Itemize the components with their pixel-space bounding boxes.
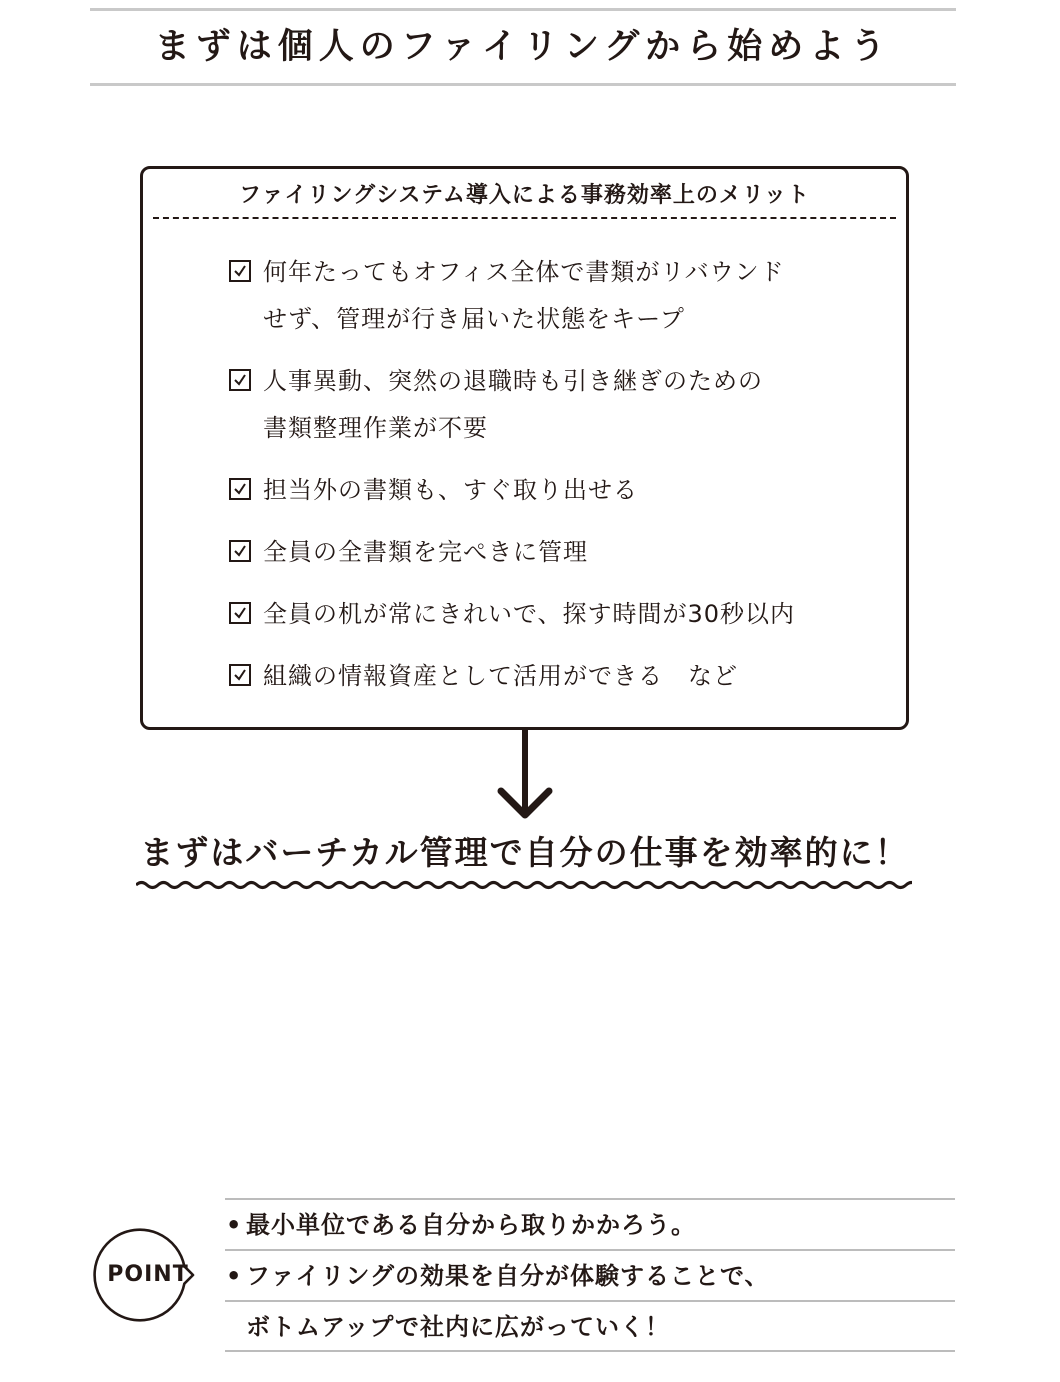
- checkbox-checked-icon: [229, 369, 251, 391]
- benefit-text: 全員の机が常にきれいで、探す時間が30秒以内: [263, 600, 796, 628]
- wavy-underline: [136, 876, 912, 894]
- checkbox-checked-icon: [229, 478, 251, 500]
- header-bottom-rule: [90, 83, 956, 86]
- point-text: ファイリングの効果を自分が体験することで、: [246, 1262, 770, 1290]
- checkbox-checked-icon: [229, 664, 251, 686]
- point-line: [226, 1205, 696, 1245]
- benefit-box-heading: ファイリングシステム導入による事務効率上のメリット: [238, 183, 811, 208]
- dashed-divider: [153, 217, 896, 219]
- point-rule: [225, 1198, 955, 1200]
- benefit-text: 人事異動、突然の退職時も引き継ぎのための: [263, 367, 763, 395]
- checkbox-checked-icon: [229, 260, 251, 282]
- arrow-down-icon: [495, 729, 555, 823]
- point-text: 最小単位である自分から取りかかろう。: [246, 1211, 696, 1239]
- bullet: •: [226, 1262, 243, 1290]
- benefit-text: 何年たってもオフィス全体で書類がリバウンド: [263, 258, 785, 286]
- benefit-box: [140, 166, 909, 730]
- bullet: •: [226, 1211, 243, 1239]
- benefit-item: [229, 249, 849, 343]
- point-rule: [225, 1249, 955, 1251]
- benefit-text-continued: 書類整理作業が不要: [263, 414, 488, 442]
- benefit-item: [229, 467, 849, 514]
- benefit-item: [229, 591, 849, 638]
- benefit-text: 組織の情報資産として活用ができる など: [263, 662, 738, 690]
- point-line: [226, 1256, 770, 1296]
- checkbox-checked-icon: [229, 540, 251, 562]
- point-badge-label: POINT: [107, 1262, 189, 1287]
- benefit-text: 担当外の書類も、すぐ取り出せる: [263, 476, 638, 504]
- benefit-item: [229, 529, 849, 576]
- benefit-text: 全員の全書類を完ぺきに管理: [263, 538, 588, 566]
- point-rule: [225, 1350, 955, 1352]
- benefit-item: [229, 653, 849, 700]
- checkbox-checked-icon: [229, 602, 251, 624]
- point-rule: [225, 1300, 955, 1302]
- point-text-continued: ボトムアップで社内に広がっていく！: [246, 1313, 671, 1341]
- benefit-text-continued: せず、管理が行き届いた状態をキープ: [263, 305, 685, 333]
- benefit-item: [229, 358, 849, 452]
- conclusion-text: まずはバーチカル管理で自分の仕事を効率的に！: [140, 833, 910, 872]
- header-top-rule: [90, 8, 956, 11]
- point-line: [226, 1307, 670, 1347]
- page-title: まずは個人のファイリングから始めよう: [154, 27, 892, 67]
